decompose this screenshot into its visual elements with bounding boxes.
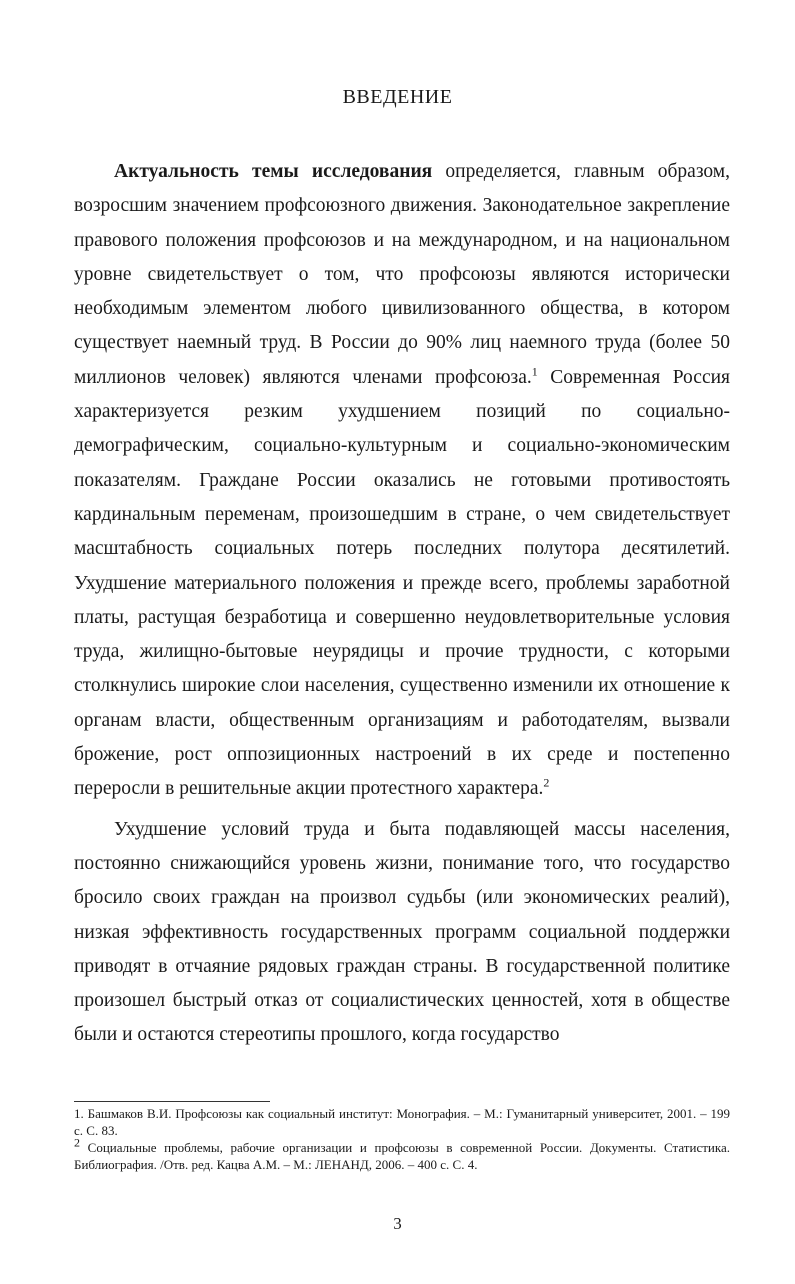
page-number: 3 — [393, 1214, 402, 1233]
footnote-2-marker: 2 — [74, 1135, 80, 1150]
paragraph-2: Ухудшение условий труда и быта подавляющей массы населения, постоянно снижающийся уровень жизни, понимание того, что государство бросило своих граждан на произвол судьбы (или экономических реалий), низкая эффективность государственных программ социальной поддержки приводят в отчаяние рядовых граждан страны. В государственной политике произошел быстрый отказ от социалистических ценностей, хотя в обществе были и остаются стереотипы прошлого, когда государство — [74, 818, 730, 1046]
paragraph-1 — [74, 155, 730, 807]
paragraph-1-text-a: определяется, главным образом, возросшим значением профсоюзного движения. Законодательное закрепление правового положения профсоюзов и на международном, и на национальном уровне свидетельствует о том, что профсоюзы являются исторически необходимым элементом любого цивилизованного общества, в котором существует наемный труд. В России до 90% лиц наемного труда (более 50 миллионов человек) являются членами профсоюза. — [74, 161, 731, 388]
page-title: ВВЕДЕНИЕ — [342, 86, 453, 108]
footnote-1-marker: 1. — [74, 1106, 84, 1121]
footnote-2-text: Социальные проблемы, рабочие организации и профсоюзы в современной России. Документы. Статистика. Библиография. /Отв. ред. Кацва А.М. – М.: ЛЕНАНД, 2006. – 400 с. С. 4. — [74, 1140, 730, 1172]
footnote-ref-1: 1 — [531, 364, 538, 379]
footnotes — [74, 1105, 730, 1173]
paragraph-1-text-b: Современная Россия характеризуется резким ухудшением позиций по социально-демографическим, социально-культурным и социально-экономическим показателям. Граждане России оказались не готовыми противостоять кардинальным переменам, произошедшим в стране, о чем свидетельствует масштабность социальных потерь последних полутора десятилетий. Ухудшение материального положения и прежде всего, проблемы заработной платы, растущая безработица и совершенно неудовлетворительные условия труда, жилищно-бытовые неурядицы и прочие трудности, с которыми столкнулись широкие слои населения, существенно изменили их отношение к органам власти, общественным организациям и работодателям, вызвали брожение, рост оппозиционных настроений в их среде и постепенно переросли в решительные акции протестного характера. — [74, 366, 731, 800]
bold-lead-phrase: Актуальность темы исследования — [114, 161, 433, 182]
footnote-ref-2: 2 — [543, 775, 550, 790]
footnote-2 — [74, 1135, 730, 1173]
footnote-divider — [74, 1101, 270, 1102]
footnote-1 — [74, 1105, 730, 1139]
footnote-1-text: Башмаков В.И. Профсоюзы как социальный институт: Монография. – М.: Гуманитарный университет, 2001. – 199 с. С. 83. — [74, 1106, 730, 1138]
body-text — [74, 155, 730, 1053]
